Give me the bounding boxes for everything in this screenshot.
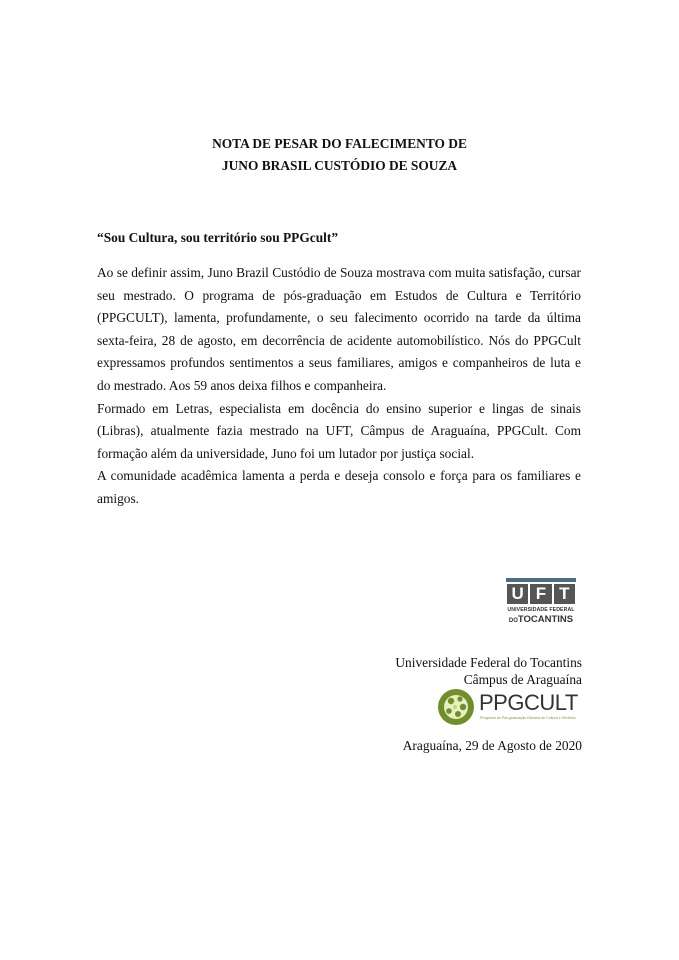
paragraph-3: A comunidade acadêmica lamenta a perda e deseja consolo e força para os familiares e amigos. bbox=[97, 468, 581, 506]
institution-block bbox=[395, 654, 582, 688]
uft-logo-line2 bbox=[506, 614, 576, 625]
uft-logo-line2-main: TOCANTINS bbox=[517, 614, 574, 625]
date-line: Araguaína, 29 de Agosto de 2020 bbox=[402, 738, 582, 753]
uft-logo-letters bbox=[506, 584, 576, 604]
uft-logo-line1: UNIVERSIDADE FEDERAL bbox=[507, 607, 575, 613]
page-title bbox=[0, 133, 679, 177]
ppgcult-tagline: Programa de Pós-graduação Estudos de Cultura e Território bbox=[480, 716, 576, 720]
uft-letter-u: U bbox=[507, 584, 528, 604]
uft-letter-t: T bbox=[554, 584, 575, 604]
uft-logo-band bbox=[506, 578, 576, 582]
paragraph-1: Ao se definir assim, Juno Brazil Custódio de Souza mostrava com muita satisfação, cursar seu mestrado. O programa de pós-graduação em Estudos de Cultura e Território (PPGCULT), lamenta, profundamente, o seu falecimento ocorrido na tarde da última sexta-feira, 28 de agosto, em decorrência de acidente automobilístico. Nós do PPGCult expressamos profundos sentimentos a seus familiares, amigos e companheiros de luta e do mestrado. Aos 59 anos deixa filhos e companheira. bbox=[97, 265, 581, 393]
uft-logo bbox=[506, 578, 576, 630]
institution-line-2: Câmpus de Araguaína bbox=[463, 672, 582, 687]
uft-logo-line2-prefix: DO bbox=[508, 618, 518, 624]
paragraph-2: Formado em Letras, especialista em docência do ensino superior e lingas de sinais (Libras), atualmente fazia mestrado na UFT, Câmpus de Araguaína, PPGCult. Com formação além da universidade, Juno foi um lutador por justiça social. bbox=[97, 400, 581, 461]
ppgcult-name: PPGCULT bbox=[479, 690, 578, 715]
quote-heading: “Sou Cultura, sou território sou PPGcult” bbox=[97, 230, 339, 245]
ppgcult-logo bbox=[437, 688, 582, 726]
title-line-1: NOTA DE PESAR DO FALECIMENTO DE bbox=[212, 136, 467, 151]
institution-line-1: Universidade Federal do Tocantins bbox=[395, 655, 582, 670]
title-line-2: JUNO BRASIL CUSTÓDIO DE SOUZA bbox=[221, 158, 458, 173]
uft-letter-f: F bbox=[530, 584, 551, 604]
ppgcult-emblem-icon bbox=[437, 688, 475, 726]
body-text bbox=[97, 262, 581, 511]
